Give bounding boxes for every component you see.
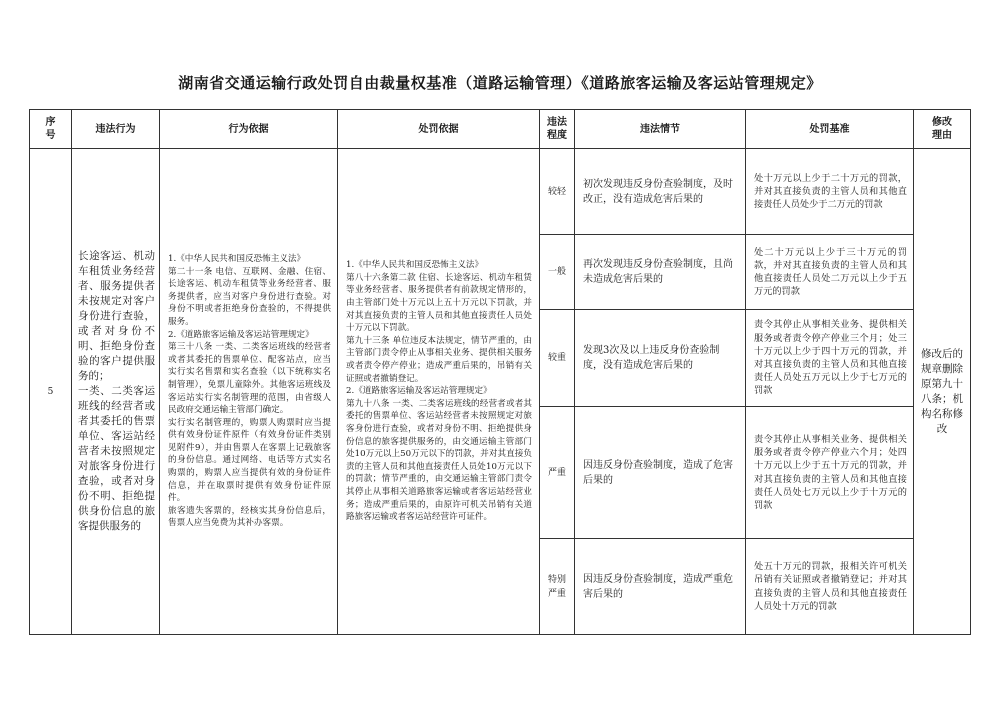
degree-cell-5: 特别 严重 (540, 539, 575, 635)
degree-cell-4: 严重 (540, 407, 575, 539)
reason-cell (914, 149, 971, 635)
standard-cell-5: 处五十万元的罚款，报相关许可机关吊销有关证照或者撤销登记；并对其直接负责的主管人员和其他直接责任人员处十万元的罚款 (746, 539, 914, 635)
header-standard: 处罚基准 (746, 110, 914, 149)
header-act: 违法行为 (72, 110, 160, 149)
standard-cell-3: 责令其停止从事相关业务、提供相关服务或者责令停产停业三个月；处三十万元以上少于四十万元的罚款，并对其直接负责的主管人员和其他直接责任人员处五万元以上少于七万元的罚款 (746, 310, 914, 407)
table-row (30, 149, 971, 235)
standard-cell-2: 处二十万元以上少于三十万元的罚款，并对其直接负责的主管人员和其他直接责任人员处二万元以上少于五万元的罚款 (746, 235, 914, 310)
situation-cell-3: 发现3次及以上违反身份查验制度，没有造成危害后果的 (575, 310, 746, 407)
header-basis: 行为依据 (160, 110, 338, 149)
act-basis-text: 1.《中华人民共和国反恐怖主义法》 第二十一条 电信、互联网、金融、住宿、长途客运、机动车租赁等业务经营者、服务提供者，应当对客户身份进行查验。对身份不明或者拒绝身份查验的，不得提供服务。 2.《道路旅客运输及客运站管理规定》 第三十八条 一类、二类客运班线的经营者或者其委托的售票单位、配客站点，应当实行实名售票和实名查验（以下统称实名制管理），免票儿童除外。其他客运班线及客运站实行实名制管理的范围，由省级人民政府交通运输主管部门确定。 实行实名制管理的，购票人购票时应当提供有效身份证件原件（有效身份证件类别见附件9），并由售票人在客票上记载旅客的身份信息。通过网络、电话等方式实名购票的，购票人应当提供有效的身份证件信息，并在取票时提供有效身份证件原件。 旅客遗失客票的，经核实其身份信息后，售票人应当免费为其补办客票。 (168, 253, 331, 529)
standard-cell-1: 处十万元以上少于二十万元的罚款，并对其直接负责的主管人员和其他直接责任人员处少于二万元的罚款 (746, 149, 914, 235)
header-situation: 违法情节 (575, 110, 746, 149)
act-basis-cell (160, 149, 338, 635)
penalty-basis-text: 1.《中华人民共和国反恐怖主义法》 第八十六条第二款 住宿、长途客运、机动车租赁等业务经营者、服务提供者有前款规定情形的，由主管部门处十万元以上五十万元以下罚款，并对其直接负责的主管人员和其他直接责任人员处十万元以下罚款。 第九十三条 单位违反本法规定，情节严重的，由主管部门责令停止从事相关业务、提供相关服务或者责令停产停业；造成严重后果的，吊销有关证照或者撤销登记。 2.《道路旅客运输及客运站管理规定》 第九十八条 一类、二类客运班线的经营者或者其委托的售票单位、客运站经营者未按照规定对旅客身份进行查验，或者对身份不明、拒绝提供身份信息的旅客提供服务的，由交通运输主管部门处10万元以上50万元以下的罚款，并对其直接负责的主管人员和其他直接责任人员处10万元以下的罚款；情节严重的，由交通运输主管部门责令其停止从事相关道路旅客运输或者客运站经营业务；造成严重后果的，由原许可机关吊销有关道路旅客运输或者客运站经营许可证件。 (346, 260, 532, 523)
document-title: 湖南省交通运输行政处罚自由裁量权基准（道路运输管理）《道路旅客运输及客运站管理规定》 (178, 74, 822, 92)
situation-cell-5: 因违反身份查验制度，造成严重危害后果的 (575, 539, 746, 635)
header-seq: 序 号 (30, 110, 72, 149)
situation-cell-1: 初次发现违反身份查验制度，及时改正，没有造成危害后果的 (575, 149, 746, 235)
header-penalty-basis: 处罚依据 (338, 110, 540, 149)
reason-text: 修改后的规章删除原第九十八条；机构名称修改 (921, 347, 963, 435)
penalty-basis-cell (338, 149, 540, 635)
situation-cell-4: 因违反身份查验制度，造成了危害后果的 (575, 407, 746, 539)
degree-cell-3: 较重 (540, 310, 575, 407)
situation-cell-2: 再次发现违反身份查验制度，且尚未造成危害后果的 (575, 235, 746, 310)
degree-cell-1: 较轻 (540, 149, 575, 235)
header-reason: 修改 理由 (914, 110, 971, 149)
row-seq: 5 (30, 149, 72, 635)
penalty-standard-table (29, 109, 971, 635)
header-degree: 违法 程度 (540, 110, 575, 149)
violation-act-cell (72, 149, 160, 635)
degree-cell-2: 一般 (540, 235, 575, 310)
table-header-row (30, 110, 971, 149)
standard-cell-4: 责令其停止从事相关业务、提供相关服务或者责令停产停业六个月；处四十万元以上少于五十万元的罚款，并对其直接负责的主管人员和其他直接责任人员处七万元以上少于十万元的罚款 (746, 407, 914, 539)
violation-act-text: 长途客运、机动车租赁业务经营者、服务提供者未按规定对客户身份进行查验，或者对身份不明、拒绝身份查验的客户提供服务的； 一类、二类客运班线的经营者或者其委托的售票单位、客运站经营者未按照规定对旅客身份进行查验，或者对身份不明、拒绝提供身份信息的旅客提供服务的 (78, 250, 155, 532)
